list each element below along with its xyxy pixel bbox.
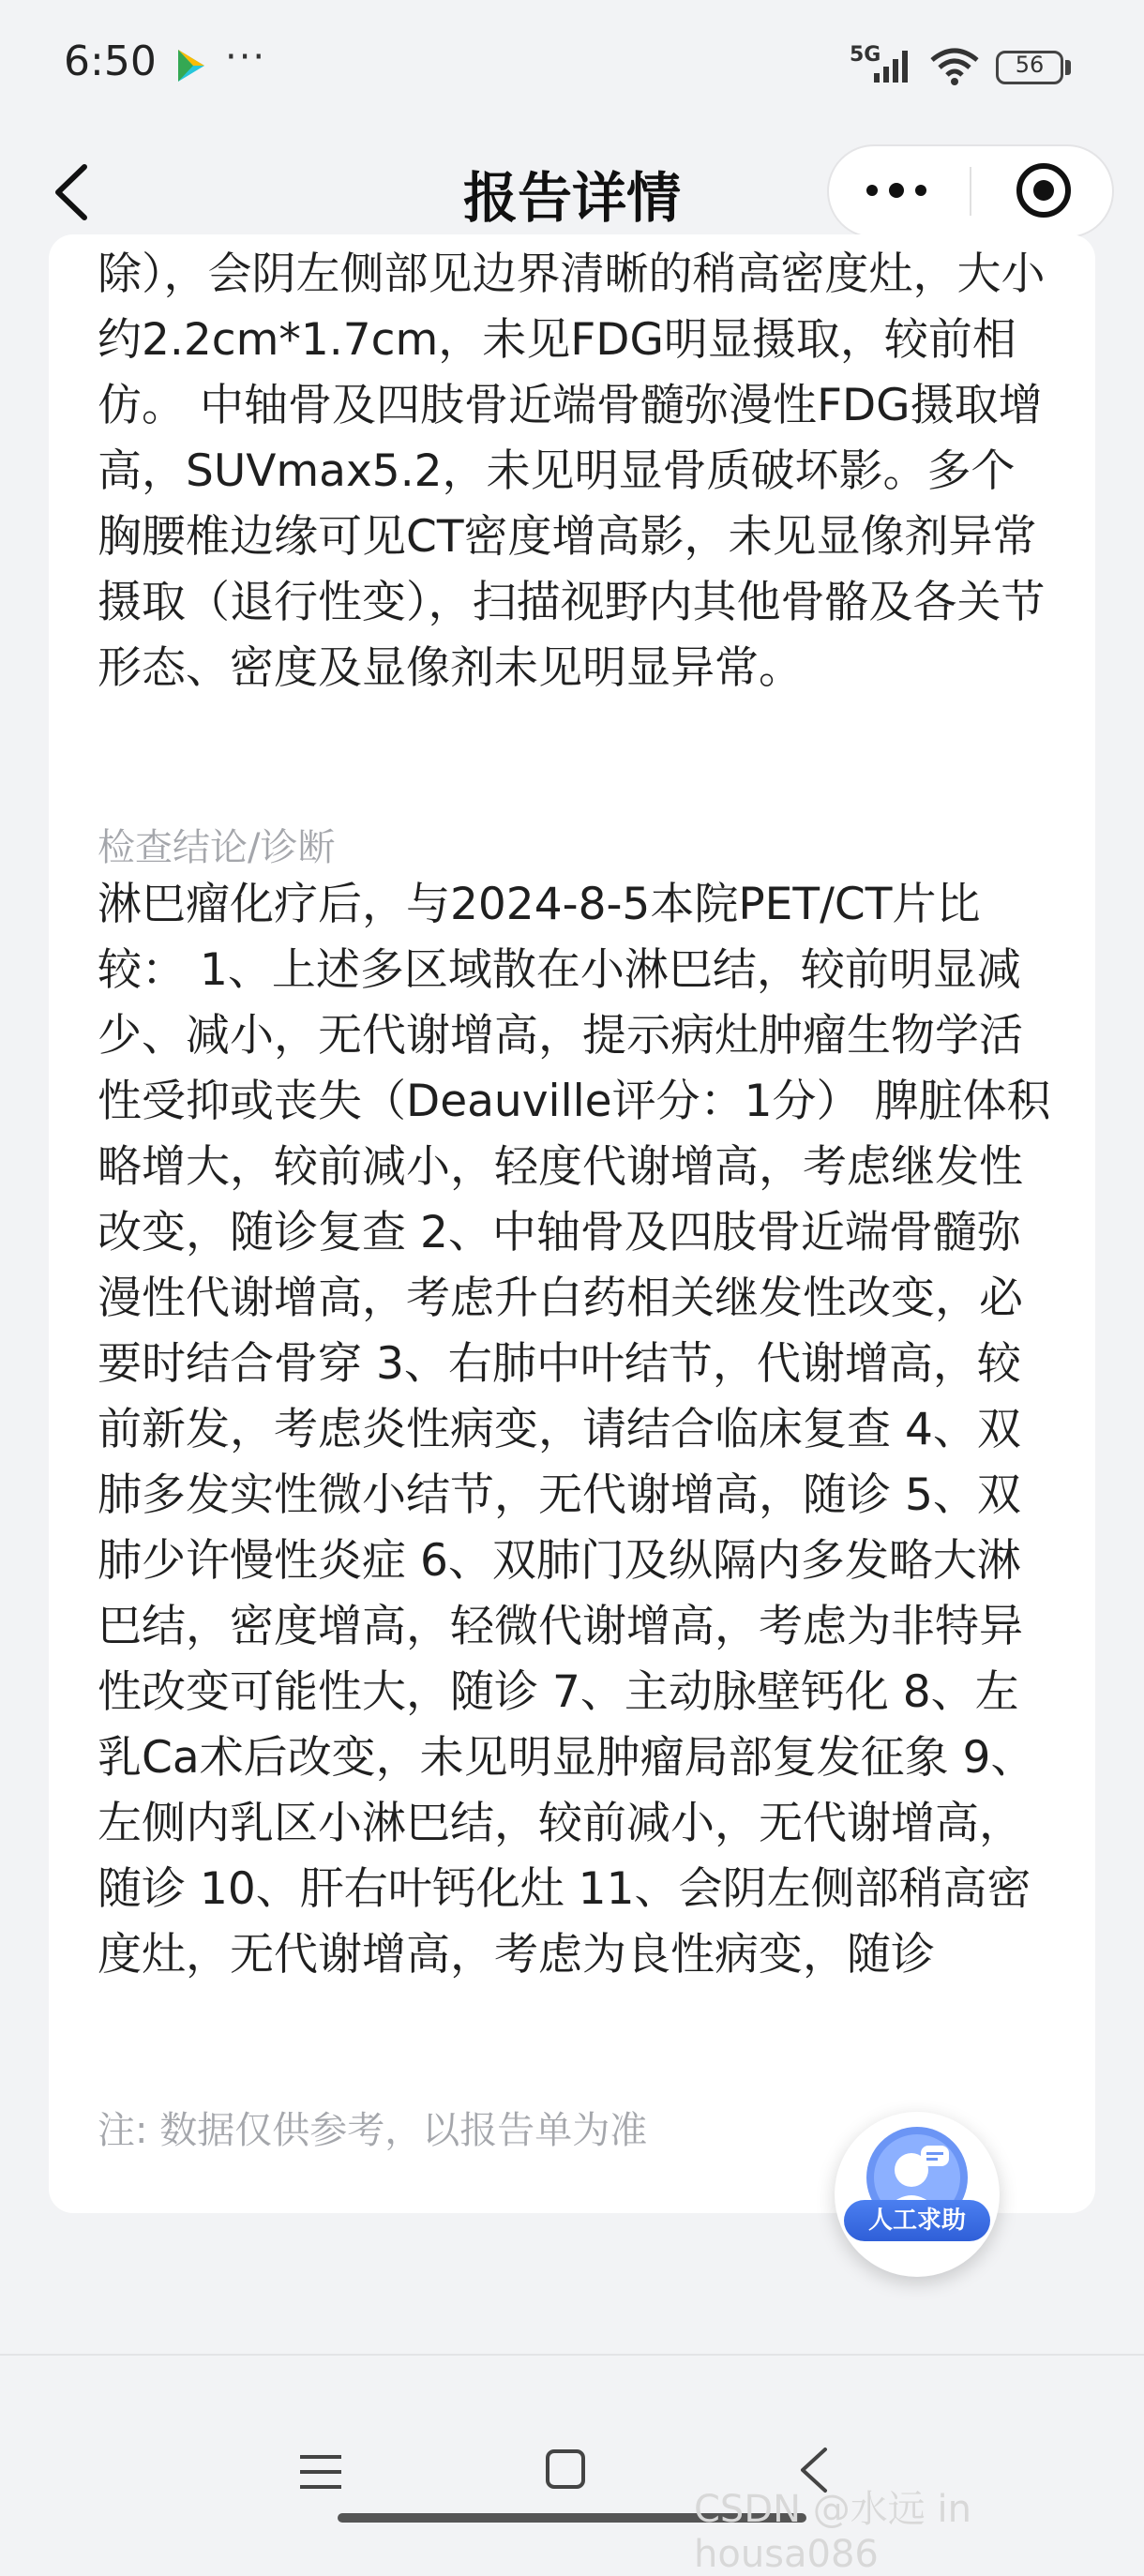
conclusion-text: 淋巴瘤化疗后，与2024-8-5本院PET/CT片比较： 1、上述多区域散在小淋巴结，较前明显减少、减小，无代谢增高，提示病灶肿瘤生物学活性受抑或丧失（Deauville评分：1分） 脾脏体积略增大，较前减小，轻度代谢增高，考虑继发性改变，随诊复查 2、中轴骨及四肢骨近端骨髓弥漫性代谢增高，考虑升白药相关继发性改变，必要时结合骨穿 3、右肺中叶结节，代谢增高，较前新发，考虑炎性病变，请结合临床复查 4、双肺多发实性微小结节，无代谢增高，随诊 5、双肺少许慢性炎症 6、双肺门及纵隔内多发略大淋巴结，密度增高，轻微代谢增高，考虑为非特异性改变可能性大，随诊 7、主动脉壁钙化 8、左乳Ca术后改变，未见明显肿瘤局部复发征象 9、左侧内乳区小淋巴结，较前减小，无代谢增高，随诊 10、肝右叶钙化灶 11、会阴左侧部稍高密度灶，无代谢增高，考虑为良性病变，随诊 bbox=[98, 879, 1051, 1981]
watermark-text: CSDN @水远 in housa086 bbox=[694, 2488, 971, 2576]
capsule-divider bbox=[970, 167, 971, 216]
more-options-icon[interactable] bbox=[863, 176, 930, 204]
page-title: 报告详情 bbox=[462, 166, 681, 230]
menu-icon[interactable] bbox=[298, 2451, 343, 2493]
report-content[interactable] bbox=[0, 249, 1144, 2356]
status-time: 6:50 bbox=[64, 38, 157, 85]
wifi-icon bbox=[928, 47, 981, 86]
disclaimer-note: 注: 数据仅供参考，以报告单为准 bbox=[98, 2109, 648, 2152]
signal-strength-icon bbox=[872, 47, 915, 84]
battery-cap bbox=[1065, 60, 1071, 75]
findings-text: 除），会阴左侧部见边界清晰的稍高密度灶，大小约2.2cm*1.7cm，未见FDG明显摄取，较前相仿。 中轴骨及四肢骨近端骨髓弥漫性FDG摄取增高，SUVmax5.2，未见明显骨质破坏影。多个胸腰椎边缘可见CT密度增高影，未见显像剂异常摄取（退行性变），扫描视野内其他骨骼及各关节形态、密度及显像剂未见明显异常。 bbox=[98, 249, 1046, 694]
close-mini-program-icon[interactable] bbox=[1015, 161, 1073, 219]
play-store-icon bbox=[173, 47, 210, 84]
manual-help-label[interactable]: 人工求助 bbox=[844, 2200, 990, 2241]
status-more-dots: ··· bbox=[225, 36, 267, 79]
network-type-label: 5G bbox=[850, 43, 881, 67]
home-icon[interactable] bbox=[544, 2448, 587, 2491]
conclusion-label: 检查结论/诊断 bbox=[98, 826, 336, 869]
battery-level: 56 bbox=[1015, 52, 1045, 78]
